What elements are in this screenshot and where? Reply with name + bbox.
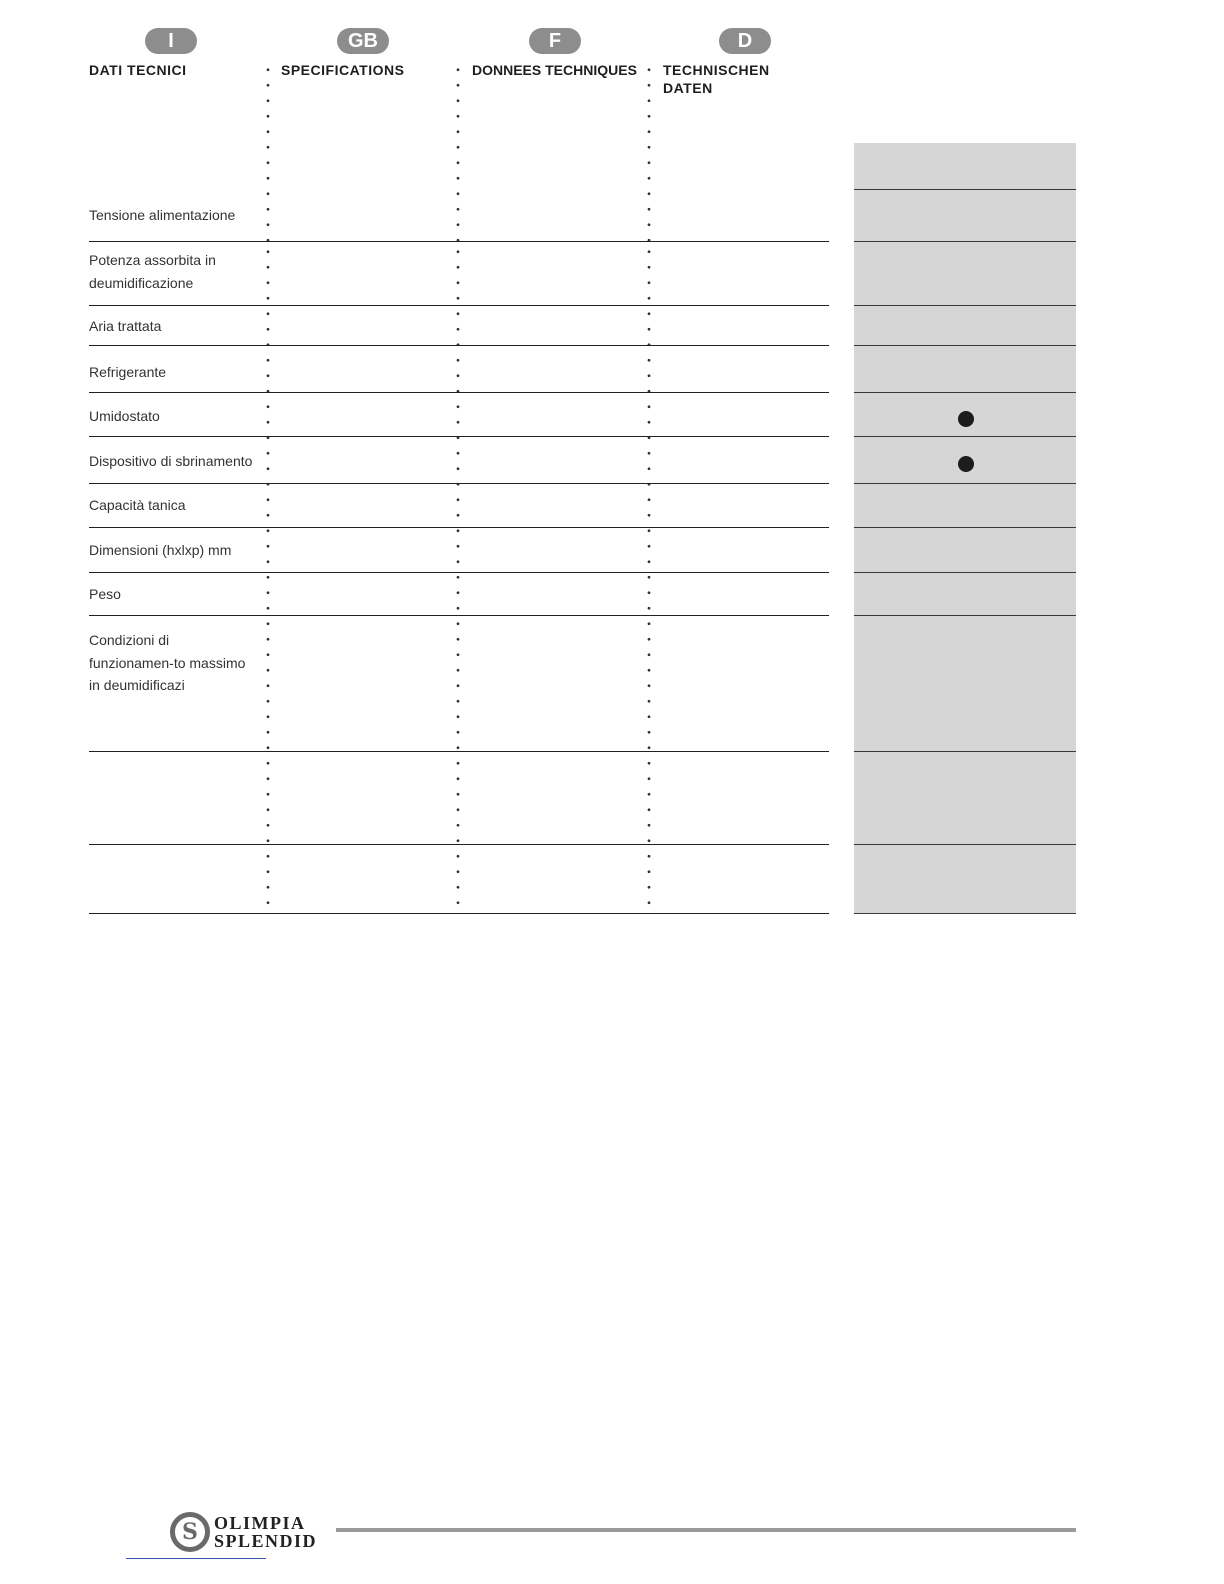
row-label-defrost: Dispositivo di sbrinamento [89,453,253,469]
column-heading-it: DATI TECNICI [89,62,187,78]
values-divider [854,572,1076,573]
column-heading-gb: SPECIFICATIONS [281,62,405,78]
row-label-weight: Peso [89,586,121,602]
values-divider [854,527,1076,528]
row-label-dimensions: Dimensioni (hxlxp) mm [89,542,232,558]
dotted-separator [455,62,461,242]
values-divider [854,483,1076,484]
values-divider [854,189,1076,190]
values-divider [854,751,1076,752]
brand-line-2: SPLENDID [214,1531,318,1551]
row-divider [89,392,829,393]
brand-name [214,1514,317,1550]
footer-underline [126,1558,266,1559]
language-badge-de: D [719,28,771,54]
row-label-refrigerant: Refrigerante [89,364,167,380]
olimpia-splendid-logo-icon: S [170,1512,210,1552]
row-divider [89,483,829,484]
row-label-tank: Capacità tanica [89,497,186,513]
values-divider [854,615,1076,616]
humidistat-included-mark [958,411,974,427]
row-divider [89,345,829,346]
column-heading-de: TECHNISCHEN DATEN [663,62,770,96]
brand-logo [170,1512,317,1552]
row-divider [89,241,829,242]
values-column [854,143,1076,914]
brand-line-1: OLIMPIA [214,1513,306,1533]
row-label-humidistat: Umidostato [89,408,160,424]
language-badge-gb: GB [337,28,389,54]
values-divider [854,913,1076,914]
column-heading-fr: DONNEES TECHNIQUES [472,62,637,78]
values-divider [854,844,1076,845]
row-divider [89,751,829,752]
row-label-air: Aria trattata [89,318,162,334]
row-label-power: Potenza assorbita in deumidificazione [89,252,216,291]
values-divider [854,305,1076,306]
dotted-separator [265,62,271,242]
row-label-conditions: Condizioni di funzionamen-to massimo in deumidificazi [89,632,246,693]
row-divider [89,615,829,616]
dotted-separator [646,62,652,242]
language-badge-it: I [145,28,197,54]
row-divider [89,913,829,914]
footer-bar [336,1528,1076,1532]
row-divider [89,305,829,306]
language-badge-fr: F [529,28,581,54]
row-label-voltage: Tensione alimentazione [89,207,236,223]
row-divider [89,527,829,528]
values-divider [854,392,1076,393]
row-divider [89,572,829,573]
values-divider [854,345,1076,346]
defrost-included-mark [958,456,974,472]
row-divider [89,844,829,845]
values-divider [854,241,1076,242]
values-divider [854,436,1076,437]
row-divider [89,436,829,437]
